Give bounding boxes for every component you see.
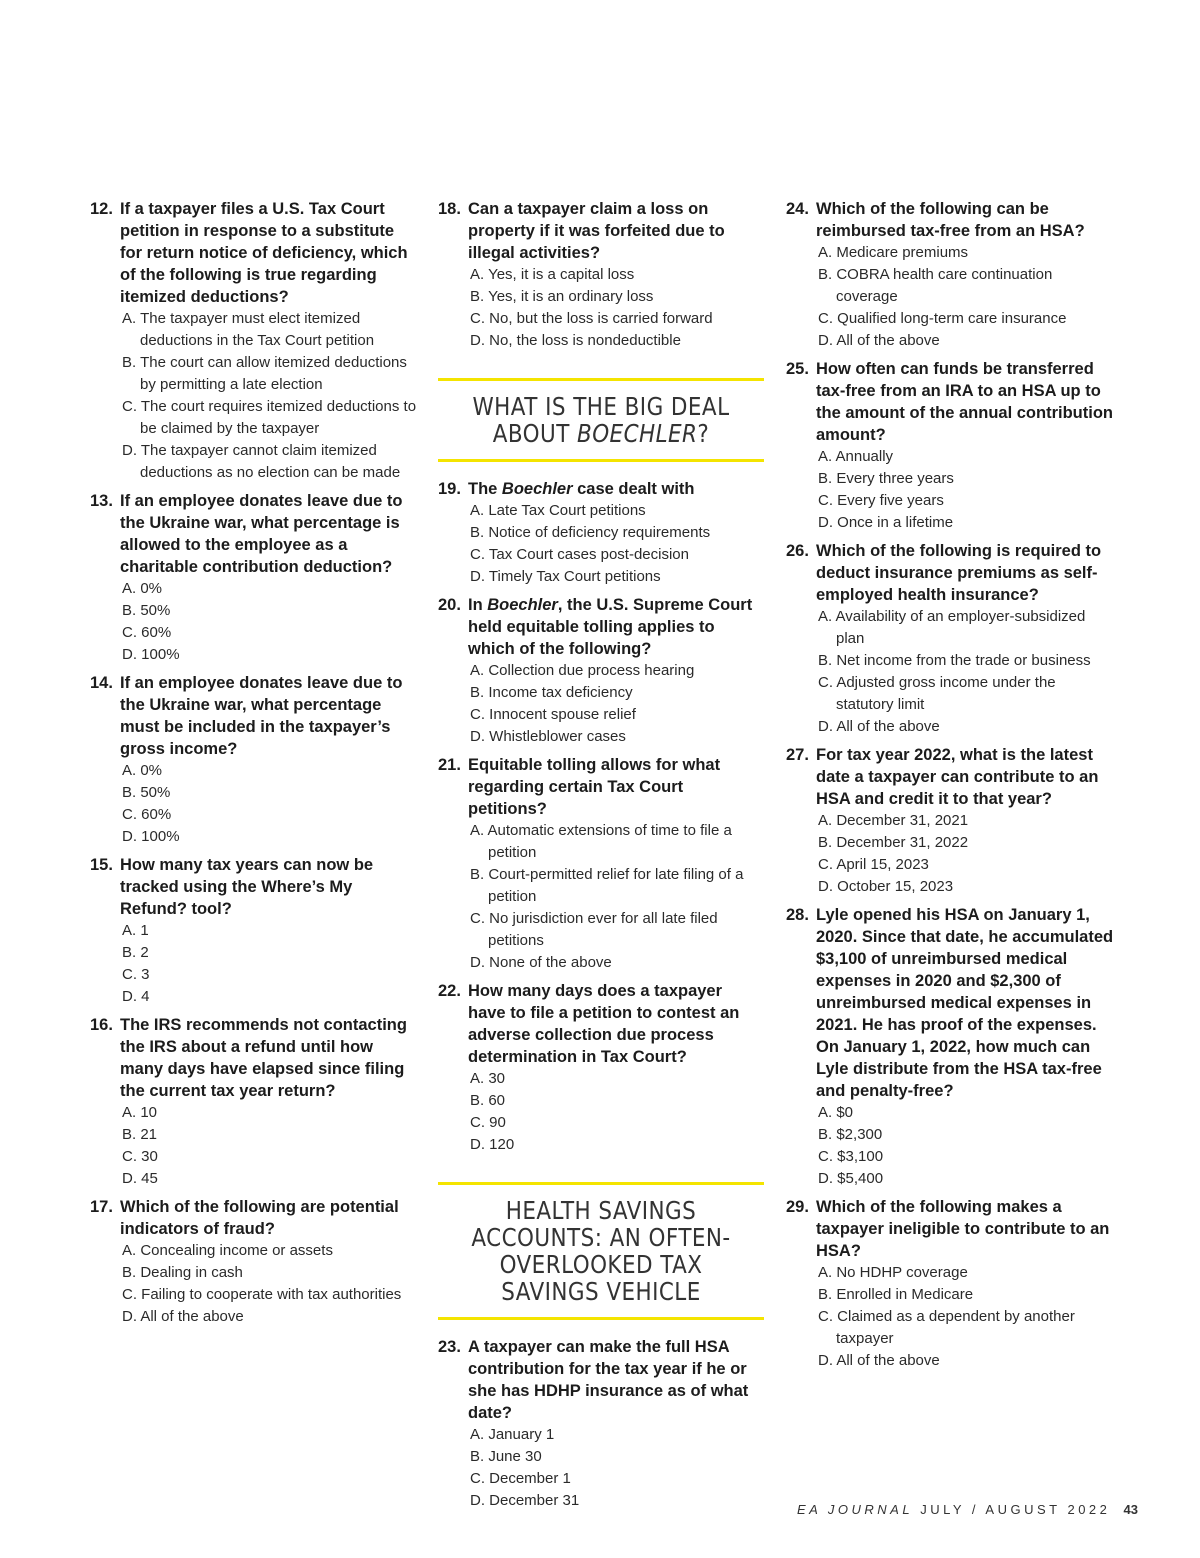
question-number: 27. (786, 746, 809, 764)
answer-option: A. 30 (470, 1070, 506, 1087)
answer-option: A. 1 (122, 922, 149, 939)
question (786, 358, 1116, 534)
question-text: Can a taxpayer claim a loss on property if it was forfeited due to illegal activities? (468, 200, 725, 262)
answer-options (120, 760, 420, 848)
question-text: Which of the following are potential indicators of fraud? (120, 1198, 399, 1238)
answer-option: A. 10 (122, 1104, 158, 1121)
answer-option: D. No, the loss is nondeductible (470, 332, 681, 349)
answer-option: D. 120 (470, 1136, 515, 1153)
question (786, 540, 1116, 738)
question-number: 20. (438, 596, 461, 614)
answer-option: B. Income tax deficiency (470, 684, 633, 701)
answer-option: D. October 15, 2023 (818, 878, 954, 895)
answer-option: C. 3 (122, 966, 150, 983)
question-text: If an employee donates leave due to the Ukraine war, what percentage must be included in the taxpayer’s gross income? (120, 674, 403, 758)
answer-options (816, 1262, 1116, 1372)
answer-options (816, 810, 1116, 898)
issue-date: JULY / AUGUST 2022 (920, 1502, 1111, 1517)
question-text: How many tax years can now be tracked using the Where’s My Refund? tool? (120, 856, 374, 918)
answer-option: A. Medicare premiums (818, 244, 969, 261)
answer-option: B. 50% (122, 602, 171, 619)
answer-option: A. 0% (122, 762, 163, 779)
question-text: Equitable tolling allows for what regarding certain Tax Court petitions? (468, 756, 721, 818)
answer-option: C. Qualified long-term care insurance (818, 310, 1067, 327)
answer-options (120, 1102, 420, 1190)
question-text: For tax year 2022, what is the latest date a taxpayer can contribute to an HSA and credit it to that year? (816, 746, 1099, 808)
question (438, 1336, 764, 1512)
answer-option: A. Yes, it is a capital loss (470, 266, 635, 283)
answer-option: D. $5,400 (818, 1170, 884, 1187)
question (90, 672, 420, 848)
question (90, 1196, 420, 1328)
question (438, 754, 764, 974)
answer-option: B. Notice of deficiency requirements (470, 524, 711, 541)
answer-options (120, 1240, 420, 1328)
answer-options (468, 820, 764, 974)
answer-option: C. $3,100 (818, 1148, 884, 1165)
question-text: How many days does a taxpayer have to file a petition to contest an adverse collection due process determination in Tax Court? (468, 982, 740, 1066)
question-number: 18. (438, 200, 461, 218)
question-number: 15. (90, 856, 113, 874)
answer-option: C. Failing to cooperate with tax authorities (122, 1286, 402, 1303)
question (786, 904, 1116, 1190)
answer-option: A. Annually (818, 448, 894, 465)
answer-option: A. December 31, 2021 (818, 812, 969, 829)
answer-option: C. 30 (122, 1148, 158, 1165)
question-text: Which of the following is required to deduct insurance premiums as self-employed health insurance? (816, 542, 1102, 604)
answer-option: C. December 1 (470, 1470, 571, 1487)
answer-option: C. No, but the loss is carried forward (470, 310, 713, 327)
answer-options (468, 660, 764, 748)
answer-option: C. 60% (122, 624, 172, 641)
answer-option: D. 100% (122, 828, 180, 845)
column-right (786, 198, 1116, 1378)
answer-option: A. January 1 (470, 1426, 555, 1443)
answer-option: A. Availability of an employer-subsidized plan (818, 608, 1086, 647)
question-text: If a taxpayer files a U.S. Tax Court petition in response to a substitute for return notice of deficiency, which of the following is true regarding itemized deductions? (120, 200, 408, 306)
answer-option: C. Tax Court cases post-decision (470, 546, 689, 563)
question-number: 29. (786, 1198, 809, 1216)
answer-options (468, 500, 764, 588)
question-number: 16. (90, 1016, 113, 1034)
answer-option: A. 0% (122, 580, 163, 597)
question (786, 744, 1116, 898)
section-heading (438, 378, 764, 462)
section-title: HEALTH SAVINGS ACCOUNTS: AN OFTEN-OVERLOOKED TAX SAVINGS VEHICLE (471, 1196, 731, 1306)
answer-options (468, 1424, 764, 1512)
answer-option: B. Dealing in cash (122, 1264, 243, 1281)
answer-option: C. The court requires itemized deductions to be claimed by the taxpayer (122, 398, 417, 437)
question-text: The IRS recommends not contacting the IRS about a refund until how many days have elapsed since filing the current tax year return? (120, 1016, 407, 1100)
answer-option: B. Yes, it is an ordinary loss (470, 288, 654, 305)
answer-option: D. None of the above (470, 954, 612, 971)
question (786, 198, 1116, 352)
answer-option: B. Net income from the trade or business (818, 652, 1091, 669)
answer-options (468, 1068, 764, 1156)
question-number: 17. (90, 1198, 113, 1216)
answer-option: B. Enrolled in Medicare (818, 1286, 974, 1303)
question (90, 198, 420, 484)
answer-option: C. 60% (122, 806, 172, 823)
answer-options (120, 920, 420, 1008)
answer-option: B. December 31, 2022 (818, 834, 969, 851)
question-text: How often can funds be transferred tax-free from an IRA to an HSA up to the amount of the annual contribution amount? (816, 360, 1113, 444)
question (90, 854, 420, 1008)
question-number: 19. (438, 480, 461, 498)
question (786, 1196, 1116, 1372)
question (438, 198, 764, 352)
answer-option: D. All of the above (818, 1352, 940, 1369)
answer-option: A. Automatic extensions of time to file a petition (470, 822, 732, 861)
answer-option: D. Once in a lifetime (818, 514, 954, 531)
answer-options (120, 308, 420, 484)
question-text: Lyle opened his HSA on January 1, 2020. Since that date, he accumulated $3,100 of unreimbursed medical expenses in 2020 and $2,300 of unreimbursed medical expenses in 2021. He has proof of the expenses. On January 1, 2022, how much can Lyle distribute from the HSA tax-free and penalty-free? (816, 906, 1114, 1100)
answer-option: C. Adjusted gross income under the statutory limit (818, 674, 1056, 713)
answer-options (816, 242, 1116, 352)
answer-option: C. Every five years (818, 492, 944, 509)
section-title: WHAT IS THE BIG DEAL ABOUT BOECHLER? (472, 392, 730, 448)
section-heading (438, 1182, 764, 1320)
question-number: 13. (90, 492, 113, 510)
question-text: A taxpayer can make the full HSA contribution for the tax year if he or she has HDHP insurance as of what date? (468, 1338, 749, 1422)
answer-option: D. All of the above (818, 718, 940, 735)
answer-option: B. 2 (122, 944, 149, 961)
page-footer (797, 1502, 1138, 1517)
answer-options (468, 264, 764, 352)
answer-option: A. Concealing income or assets (122, 1242, 333, 1259)
question-number: 26. (786, 542, 809, 560)
answer-option: B. Every three years (818, 470, 954, 487)
question-text: The Boechler case dealt with (468, 480, 695, 498)
question-number: 14. (90, 674, 113, 692)
answer-option: A. No HDHP coverage (818, 1264, 968, 1281)
answer-option: B. Court-permitted relief for late filing of a petition (470, 866, 744, 905)
question (438, 594, 764, 748)
question-number: 25. (786, 360, 809, 378)
question-number: 21. (438, 756, 461, 774)
answer-option: B. COBRA health care continuation coverage (818, 266, 1053, 305)
magazine-name: EA JOURNAL (796, 1502, 914, 1517)
question (90, 490, 420, 666)
answer-option: B. The court can allow itemized deductions by permitting a late election (122, 354, 407, 393)
answer-option: B. 21 (122, 1126, 158, 1143)
answer-option: A. $0 (818, 1104, 854, 1121)
answer-option: B. 60 (470, 1092, 506, 1109)
question (438, 478, 764, 588)
answer-option: D. 100% (122, 646, 180, 663)
answer-option: A. The taxpayer must elect itemized deductions in the Tax Court petition (122, 310, 375, 349)
answer-option: B. June 30 (470, 1448, 542, 1465)
answer-option: C. Claimed as a dependent by another taxpayer (818, 1308, 1075, 1347)
question-text: If an employee donates leave due to the Ukraine war, what percentage is allowed to the employee as a charitable contribution deduction? (120, 492, 403, 576)
question-number: 24. (786, 200, 809, 218)
answer-option: A. Late Tax Court petitions (470, 502, 646, 519)
answer-option: D. All of the above (818, 332, 940, 349)
answer-option: D. The taxpayer cannot claim itemized deductions as no election can be made (122, 442, 401, 481)
question-text: Which of the following can be reimbursed tax-free from an HSA? (816, 200, 1085, 240)
page-number: 43 (1123, 1502, 1138, 1517)
answer-option: D. December 31 (470, 1492, 580, 1509)
question-text: Which of the following makes a taxpayer ineligible to contribute to an HSA? (816, 1198, 1110, 1260)
column-middle (438, 198, 764, 1518)
question-number: 23. (438, 1338, 461, 1356)
answer-option: C. 90 (470, 1114, 506, 1131)
answer-options (816, 1102, 1116, 1190)
answer-options (816, 446, 1116, 534)
answer-option: A. Collection due process hearing (470, 662, 695, 679)
answer-option: D. Whistleblower cases (470, 728, 626, 745)
question-number: 28. (786, 906, 809, 924)
answer-option: B. 50% (122, 784, 171, 801)
answer-option: D. All of the above (122, 1308, 244, 1325)
column-left (90, 198, 420, 1334)
question-number: 12. (90, 200, 113, 218)
question (90, 1014, 420, 1190)
answer-option: D. 45 (122, 1170, 158, 1187)
answer-option: B. $2,300 (818, 1126, 883, 1143)
question (438, 980, 764, 1156)
answer-option: C. No jurisdiction ever for all late filed petitions (470, 910, 718, 949)
answer-option: C. Innocent spouse relief (470, 706, 636, 723)
answer-options (120, 578, 420, 666)
answer-options (816, 606, 1116, 738)
question-text: In Boechler, the U.S. Supreme Court held equitable tolling applies to which of the following? (468, 596, 753, 658)
answer-option: D. Timely Tax Court petitions (470, 568, 661, 585)
question-number: 22. (438, 982, 461, 1000)
answer-option: C. April 15, 2023 (818, 856, 929, 873)
answer-option: D. 4 (122, 988, 150, 1005)
